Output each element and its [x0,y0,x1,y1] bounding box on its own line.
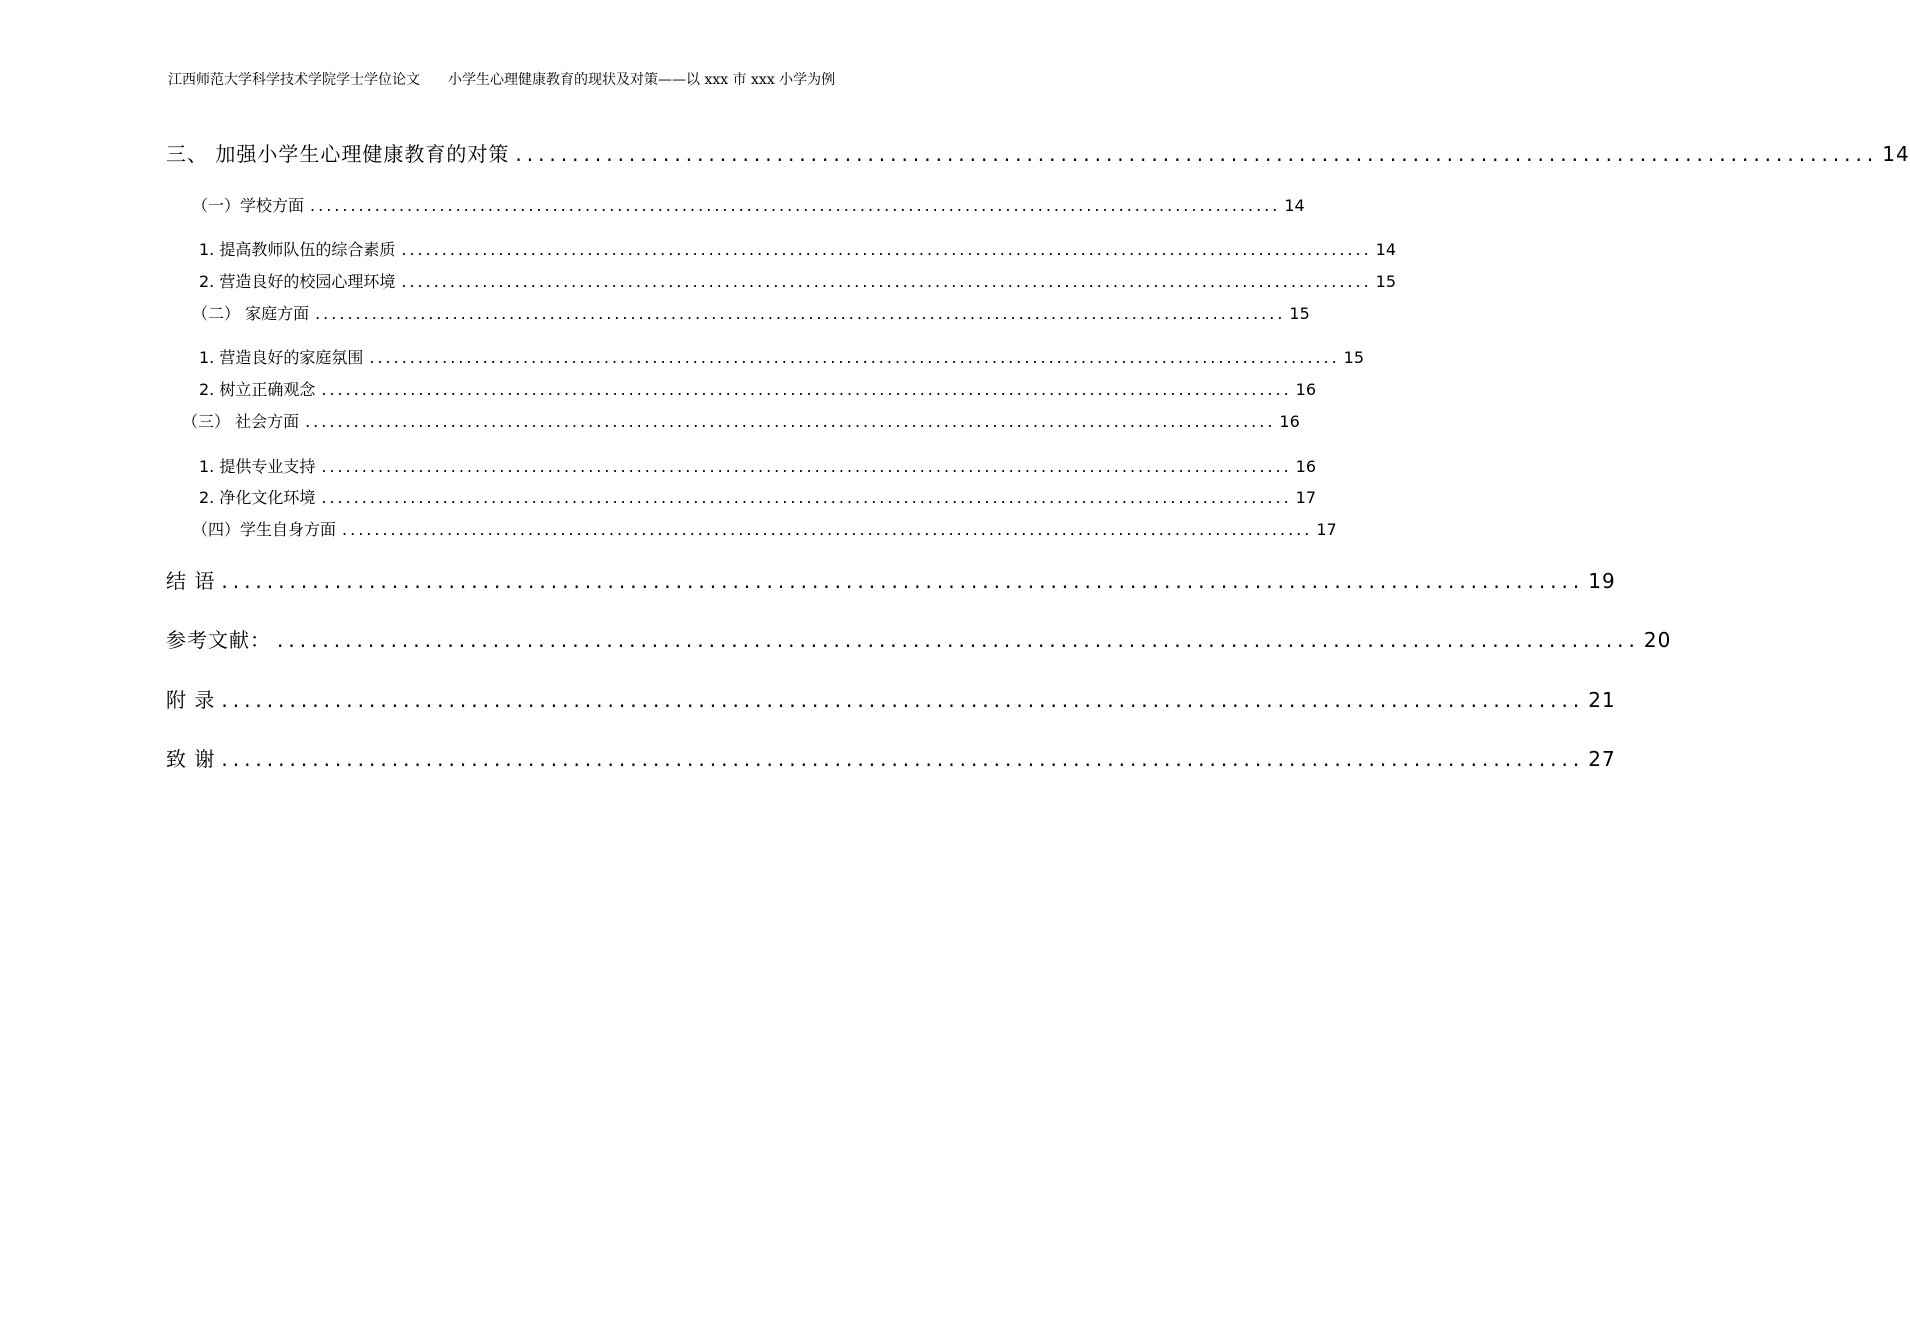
toc-entry-item[interactable] [199,237,1397,260]
toc-page-number: 15 [1375,272,1397,291]
toc-entry-section-society[interactable] [182,409,1300,432]
dot-leader: ........................................................................................................................ [515,142,1879,166]
toc-entry-label: （二） 家庭方面 [192,304,310,323]
toc-entry-references[interactable] [166,624,1672,653]
dot-leader: ........................................................................................................................ [277,628,1640,652]
toc-entry-item[interactable] [199,345,1365,368]
toc-entry-label: （四）学生自身方面 [192,520,337,539]
toc-page-number: 27 [1588,747,1616,771]
toc-entry-label: （一）学校方面 [192,196,305,215]
toc-entry-item[interactable] [199,377,1317,400]
dot-leader: ........................................................................................................................ [342,520,1313,539]
dot-leader: ........................................................................................................................ [221,569,1585,593]
toc-page-number: 15 [1343,348,1365,367]
toc-entry-label: 1. 提高教师队伍的综合素质 [199,240,396,259]
toc-entry-section-school[interactable] [192,193,1305,216]
toc-entry-item[interactable] [199,269,1397,292]
dot-leader: ........................................................................................................................ [305,412,1276,431]
toc-entry-label: 附 录 [166,688,216,712]
toc-entry-label: 1. 提供专业支持 [199,457,316,476]
toc-entry-label: 2. 营造良好的校园心理环境 [199,272,396,291]
dot-leader: ........................................................................................................................ [310,196,1281,215]
dot-leader: ........................................................................................................................ [315,304,1286,323]
dot-leader: ........................................................................................................................ [221,747,1585,771]
toc-page-number: 15 [1289,304,1310,323]
toc-entry-appendix[interactable] [166,684,1616,713]
toc-page-number: 17 [1295,488,1317,507]
toc-page-number: 16 [1295,380,1317,399]
toc-page-number: 21 [1588,688,1616,712]
toc-entry-label: 2. 树立正确观念 [199,380,316,399]
toc-entry-section-family[interactable] [192,301,1310,324]
dot-leader: ........................................................................................................................ [401,240,1372,259]
toc-entry-label: 结 语 [166,569,216,593]
toc-entry-label: （三） 社会方面 [182,412,300,431]
toc-entry-acknowledgements[interactable] [166,743,1616,772]
toc-entry-label: 三、 加强小学生心理健康教育的对策 [166,142,510,166]
dot-leader: ........................................................................................................................ [369,348,1340,367]
dot-leader: ........................................................................................................................ [321,380,1292,399]
toc-page-number: 16 [1295,457,1317,476]
toc-page-number: 19 [1588,569,1616,593]
toc-entry-label: 致 谢 [166,747,216,771]
toc-entry-chapter-3[interactable] [166,138,1910,167]
toc-entry-label: 参考文献： [166,628,271,652]
toc-page-number: 16 [1279,412,1300,431]
toc-page-number: 20 [1643,628,1672,652]
dot-leader: ........................................................................................................................ [321,488,1292,507]
running-header: 江西师范大学科学技术学院学士学位论文 小学生心理健康教育的现状及对策——以 xxx 市 xxx 小学为例 [168,72,836,88]
dot-leader: ........................................................................................................................ [321,457,1292,476]
toc-entry-label: 1. 营造良好的家庭氛围 [199,348,364,367]
toc-page-number: 14 [1284,196,1305,215]
toc-page-number: 14 [1375,240,1397,259]
toc-page-number: 14 [1882,142,1910,166]
toc-entry-label: 2. 净化文化环境 [199,488,316,507]
dot-leader: ........................................................................................................................ [401,272,1372,291]
toc-entry-conclusion[interactable] [166,565,1616,594]
dot-leader: ........................................................................................................................ [221,688,1585,712]
toc-page-number: 17 [1316,520,1337,539]
toc-entry-section-students[interactable] [192,517,1337,540]
toc-entry-item[interactable] [199,485,1317,508]
toc-entry-item[interactable] [199,454,1317,477]
